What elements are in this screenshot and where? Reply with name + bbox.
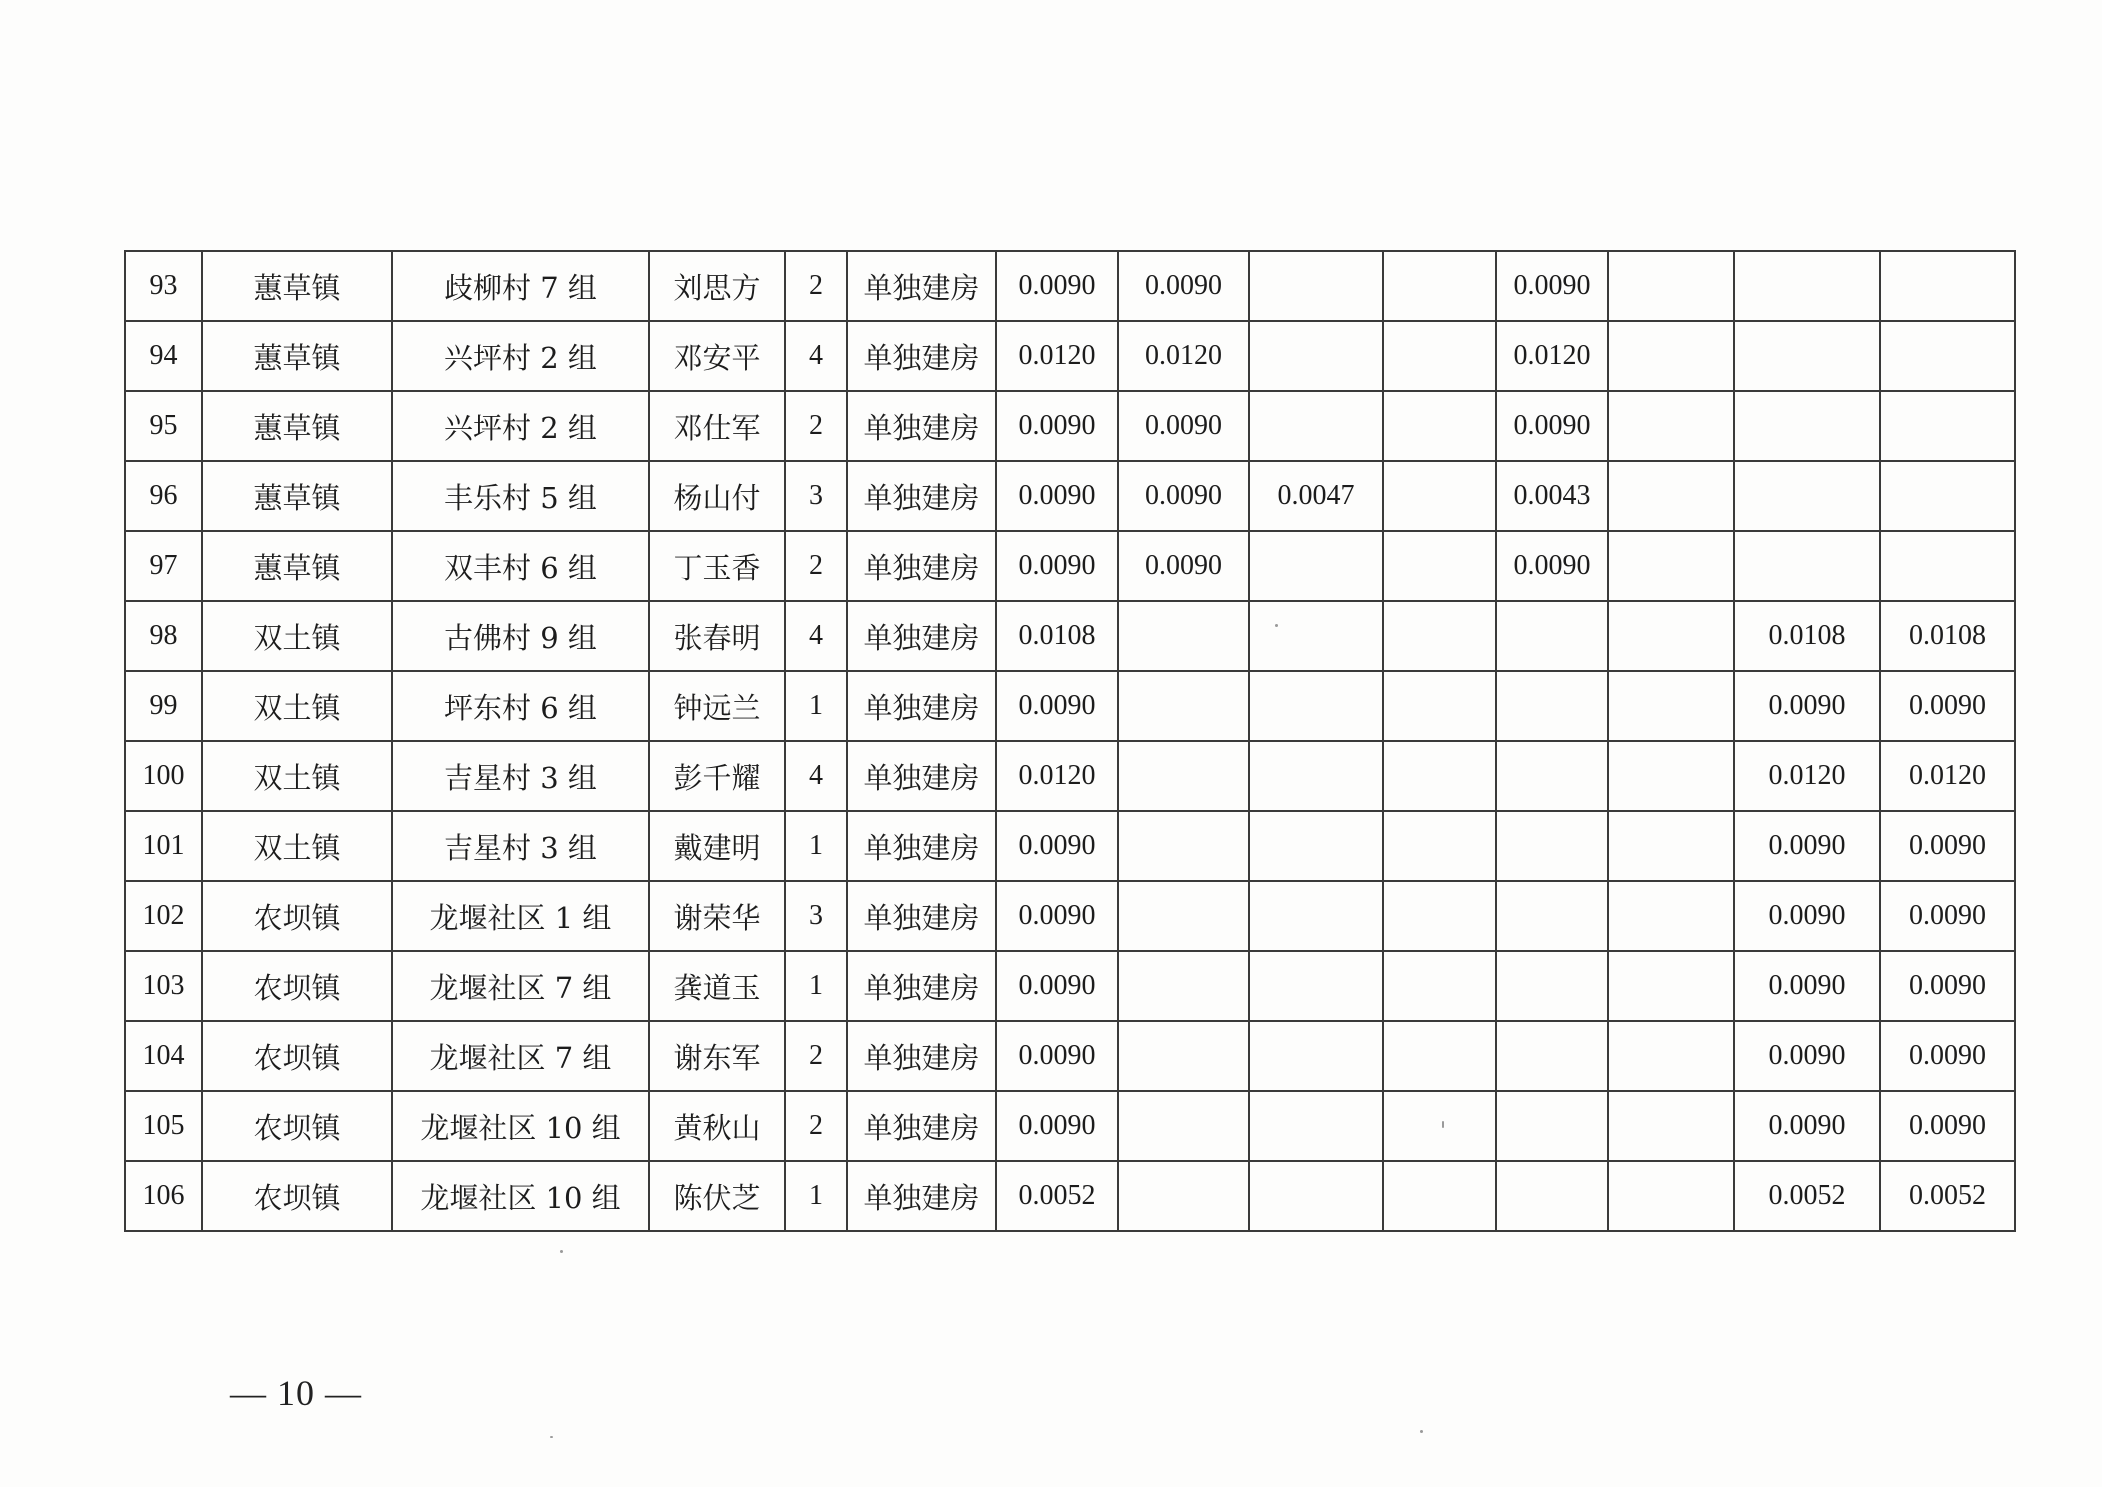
table-row: [125, 671, 2015, 741]
cell-village: 兴坪村 2 组: [392, 391, 649, 461]
cell-c6: [1608, 881, 1734, 951]
cell-c1: 0.0090: [996, 951, 1118, 1021]
cell-c4: [1383, 671, 1496, 741]
cell-c8: 0.0090: [1880, 811, 2015, 881]
cell-c7: 0.0120: [1734, 741, 1880, 811]
cell-c1: 0.0108: [996, 601, 1118, 671]
cell-name: 彭千耀: [649, 741, 785, 811]
cell-c1: 0.0090: [996, 1091, 1118, 1161]
cell-c2: 0.0090: [1118, 391, 1249, 461]
cell-c4: [1383, 601, 1496, 671]
cell-town: 蕙草镇: [202, 531, 392, 601]
cell-c1: 0.0090: [996, 811, 1118, 881]
cell-c1: 0.0090: [996, 531, 1118, 601]
cell-c5: [1496, 881, 1608, 951]
table-row: [125, 531, 2015, 601]
cell-c6: [1608, 741, 1734, 811]
cell-c7: 0.0090: [1734, 1021, 1880, 1091]
cell-c4: [1383, 881, 1496, 951]
cell-people: 4: [785, 601, 847, 671]
cell-c6: [1608, 531, 1734, 601]
cell-c2: [1118, 1021, 1249, 1091]
cell-c7: [1734, 251, 1880, 321]
table-row: [125, 1091, 2015, 1161]
cell-c8: [1880, 531, 2015, 601]
cell-people: 2: [785, 251, 847, 321]
cell-c2: 0.0090: [1118, 251, 1249, 321]
cell-c5: 0.0090: [1496, 531, 1608, 601]
cell-c2: [1118, 741, 1249, 811]
cell-type: 单独建房: [847, 531, 996, 601]
cell-c4: [1383, 951, 1496, 1021]
cell-town: 蕙草镇: [202, 391, 392, 461]
cell-c5: [1496, 951, 1608, 1021]
cell-people: 3: [785, 881, 847, 951]
cell-c5: [1496, 671, 1608, 741]
cell-c2: [1118, 1161, 1249, 1231]
cell-village: 吉星村 3 组: [392, 811, 649, 881]
cell-type: 单独建房: [847, 391, 996, 461]
cell-c7: 0.0108: [1734, 601, 1880, 671]
table-row: [125, 811, 2015, 881]
cell-c8: 0.0090: [1880, 881, 2015, 951]
cell-c7: 0.0090: [1734, 1091, 1880, 1161]
cell-name: 邓安平: [649, 321, 785, 391]
cell-village: 双丰村 6 组: [392, 531, 649, 601]
cell-name: 龚道玉: [649, 951, 785, 1021]
cell-c5: [1496, 741, 1608, 811]
table-row: [125, 321, 2015, 391]
cell-c1: 0.0090: [996, 461, 1118, 531]
cell-c3: [1249, 811, 1383, 881]
cell-name: 刘思方: [649, 251, 785, 321]
table-row: [125, 951, 2015, 1021]
table-row: [125, 1021, 2015, 1091]
cell-town: 农坝镇: [202, 881, 392, 951]
cell-c6: [1608, 461, 1734, 531]
cell-no: 104: [125, 1021, 202, 1091]
cell-c4: [1383, 461, 1496, 531]
cell-c6: [1608, 321, 1734, 391]
cell-c7: 0.0090: [1734, 951, 1880, 1021]
cell-c3: 0.0047: [1249, 461, 1383, 531]
cell-no: 105: [125, 1091, 202, 1161]
cell-c7: 0.0090: [1734, 881, 1880, 951]
cell-type: 单独建房: [847, 251, 996, 321]
cell-c8: 0.0090: [1880, 1021, 2015, 1091]
scan-speck: [550, 1436, 553, 1438]
cell-type: 单独建房: [847, 741, 996, 811]
cell-name: 陈伏芝: [649, 1161, 785, 1231]
cell-town: 蕙草镇: [202, 251, 392, 321]
cell-type: 单独建房: [847, 811, 996, 881]
cell-people: 1: [785, 811, 847, 881]
cell-name: 戴建明: [649, 811, 785, 881]
cell-c3: [1249, 531, 1383, 601]
cell-c3: [1249, 741, 1383, 811]
cell-town: 双土镇: [202, 671, 392, 741]
cell-name: 谢东军: [649, 1021, 785, 1091]
cell-no: 98: [125, 601, 202, 671]
cell-c6: [1608, 251, 1734, 321]
cell-c2: [1118, 671, 1249, 741]
cell-no: 100: [125, 741, 202, 811]
cell-town: 农坝镇: [202, 1021, 392, 1091]
cell-people: 3: [785, 461, 847, 531]
cell-c2: [1118, 601, 1249, 671]
cell-people: 1: [785, 1161, 847, 1231]
cell-c5: 0.0090: [1496, 391, 1608, 461]
cell-c5: [1496, 1161, 1608, 1231]
cell-c3: [1249, 391, 1383, 461]
cell-c6: [1608, 811, 1734, 881]
page-number: — 10 —: [230, 1373, 362, 1413]
cell-type: 单独建房: [847, 1091, 996, 1161]
cell-no: 103: [125, 951, 202, 1021]
cell-c7: [1734, 461, 1880, 531]
cell-people: 4: [785, 321, 847, 391]
cell-people: 2: [785, 391, 847, 461]
cell-c7: [1734, 321, 1880, 391]
cell-type: 单独建房: [847, 321, 996, 391]
table-row: [125, 251, 2015, 321]
cell-town: 农坝镇: [202, 951, 392, 1021]
cell-c8: 0.0052: [1880, 1161, 2015, 1231]
cell-c1: 0.0120: [996, 741, 1118, 811]
cell-name: 谢荣华: [649, 881, 785, 951]
cell-name: 丁玉香: [649, 531, 785, 601]
cell-c4: [1383, 1021, 1496, 1091]
cell-c8: [1880, 461, 2015, 531]
cell-village: 龙堰社区 10 组: [392, 1091, 649, 1161]
cell-village: 龙堰社区 1 组: [392, 881, 649, 951]
cell-c1: 0.0120: [996, 321, 1118, 391]
cell-c3: [1249, 881, 1383, 951]
cell-c7: [1734, 531, 1880, 601]
scan-speck: [1442, 1121, 1444, 1128]
cell-c6: [1608, 1021, 1734, 1091]
cell-c7: 0.0052: [1734, 1161, 1880, 1231]
cell-c3: [1249, 251, 1383, 321]
cell-c8: [1880, 391, 2015, 461]
cell-c3: [1249, 1091, 1383, 1161]
cell-town: 农坝镇: [202, 1091, 392, 1161]
cell-c6: [1608, 1091, 1734, 1161]
cell-c1: 0.0090: [996, 671, 1118, 741]
cell-c2: [1118, 951, 1249, 1021]
cell-c3: [1249, 671, 1383, 741]
table-row: [125, 881, 2015, 951]
cell-c8: [1880, 251, 2015, 321]
cell-c1: 0.0090: [996, 391, 1118, 461]
cell-c5: [1496, 601, 1608, 671]
cell-c5: [1496, 1091, 1608, 1161]
cell-c2: [1118, 881, 1249, 951]
cell-town: 农坝镇: [202, 1161, 392, 1231]
cell-c5: [1496, 1021, 1608, 1091]
cell-c6: [1608, 951, 1734, 1021]
cell-c8: 0.0090: [1880, 1091, 2015, 1161]
cell-c4: [1383, 741, 1496, 811]
cell-village: 丰乐村 5 组: [392, 461, 649, 531]
table-row: [125, 391, 2015, 461]
cell-no: 101: [125, 811, 202, 881]
cell-c4: [1383, 321, 1496, 391]
cell-name: 钟远兰: [649, 671, 785, 741]
cell-c7: 0.0090: [1734, 671, 1880, 741]
table-row: [125, 1161, 2015, 1231]
cell-c4: [1383, 391, 1496, 461]
cell-c4: [1383, 1161, 1496, 1231]
cell-c3: [1249, 951, 1383, 1021]
cell-c8: [1880, 321, 2015, 391]
cell-village: 吉星村 3 组: [392, 741, 649, 811]
cell-c7: 0.0090: [1734, 811, 1880, 881]
cell-village: 歧柳村 7 组: [392, 251, 649, 321]
cell-village: 龙堰社区 7 组: [392, 1021, 649, 1091]
cell-people: 4: [785, 741, 847, 811]
cell-village: 龙堰社区 10 组: [392, 1161, 649, 1231]
cell-people: 2: [785, 531, 847, 601]
cell-people: 1: [785, 951, 847, 1021]
cell-c2: [1118, 811, 1249, 881]
cell-type: 单独建房: [847, 951, 996, 1021]
scan-speck: [1275, 624, 1278, 627]
cell-no: 95: [125, 391, 202, 461]
cell-name: 邓仕军: [649, 391, 785, 461]
cell-c3: [1249, 1161, 1383, 1231]
cell-c8: 0.0108: [1880, 601, 2015, 671]
cell-type: 单独建房: [847, 601, 996, 671]
table-body: [125, 251, 2015, 1231]
cell-c6: [1608, 671, 1734, 741]
cell-c2: [1118, 1091, 1249, 1161]
cell-c1: 0.0052: [996, 1161, 1118, 1231]
cell-name: 杨山付: [649, 461, 785, 531]
cell-no: 99: [125, 671, 202, 741]
cell-no: 97: [125, 531, 202, 601]
cell-c1: 0.0090: [996, 881, 1118, 951]
cell-c3: [1249, 1021, 1383, 1091]
cell-c8: 0.0090: [1880, 951, 2015, 1021]
table-row: [125, 741, 2015, 811]
cell-no: 94: [125, 321, 202, 391]
cell-town: 双土镇: [202, 601, 392, 671]
cell-type: 单独建房: [847, 671, 996, 741]
cell-village: 龙堰社区 7 组: [392, 951, 649, 1021]
cell-c4: [1383, 811, 1496, 881]
cell-town: 双土镇: [202, 811, 392, 881]
cell-c6: [1608, 601, 1734, 671]
cell-c5: 0.0043: [1496, 461, 1608, 531]
cell-c6: [1608, 391, 1734, 461]
table-row: [125, 601, 2015, 671]
cell-type: 单独建房: [847, 881, 996, 951]
cell-c8: 0.0090: [1880, 671, 2015, 741]
cell-c7: [1734, 391, 1880, 461]
cell-c2: 0.0120: [1118, 321, 1249, 391]
cell-no: 93: [125, 251, 202, 321]
cell-c4: [1383, 531, 1496, 601]
cell-c2: 0.0090: [1118, 531, 1249, 601]
cell-town: 蕙草镇: [202, 461, 392, 531]
cell-type: 单独建房: [847, 1021, 996, 1091]
cell-village: 坪东村 6 组: [392, 671, 649, 741]
cell-c3: [1249, 601, 1383, 671]
cell-town: 蕙草镇: [202, 321, 392, 391]
cell-type: 单独建房: [847, 1161, 996, 1231]
table-row: [125, 461, 2015, 531]
cell-type: 单独建房: [847, 461, 996, 531]
cell-no: 106: [125, 1161, 202, 1231]
cell-c5: 0.0120: [1496, 321, 1608, 391]
scan-speck: [560, 1250, 563, 1253]
cell-no: 96: [125, 461, 202, 531]
cell-c1: 0.0090: [996, 251, 1118, 321]
cell-c3: [1249, 321, 1383, 391]
cell-c5: [1496, 811, 1608, 881]
cell-c2: 0.0090: [1118, 461, 1249, 531]
cell-c5: 0.0090: [1496, 251, 1608, 321]
cell-c4: [1383, 1091, 1496, 1161]
cell-no: 102: [125, 881, 202, 951]
cell-c4: [1383, 251, 1496, 321]
cell-name: 黄秋山: [649, 1091, 785, 1161]
cell-people: 2: [785, 1091, 847, 1161]
cell-village: 兴坪村 2 组: [392, 321, 649, 391]
cell-c1: 0.0090: [996, 1021, 1118, 1091]
cell-town: 双土镇: [202, 741, 392, 811]
land-use-table: [124, 250, 2016, 1232]
cell-people: 2: [785, 1021, 847, 1091]
cell-c8: 0.0120: [1880, 741, 2015, 811]
cell-village: 古佛村 9 组: [392, 601, 649, 671]
cell-c6: [1608, 1161, 1734, 1231]
cell-name: 张春明: [649, 601, 785, 671]
scan-speck: [1420, 1430, 1423, 1433]
cell-people: 1: [785, 671, 847, 741]
